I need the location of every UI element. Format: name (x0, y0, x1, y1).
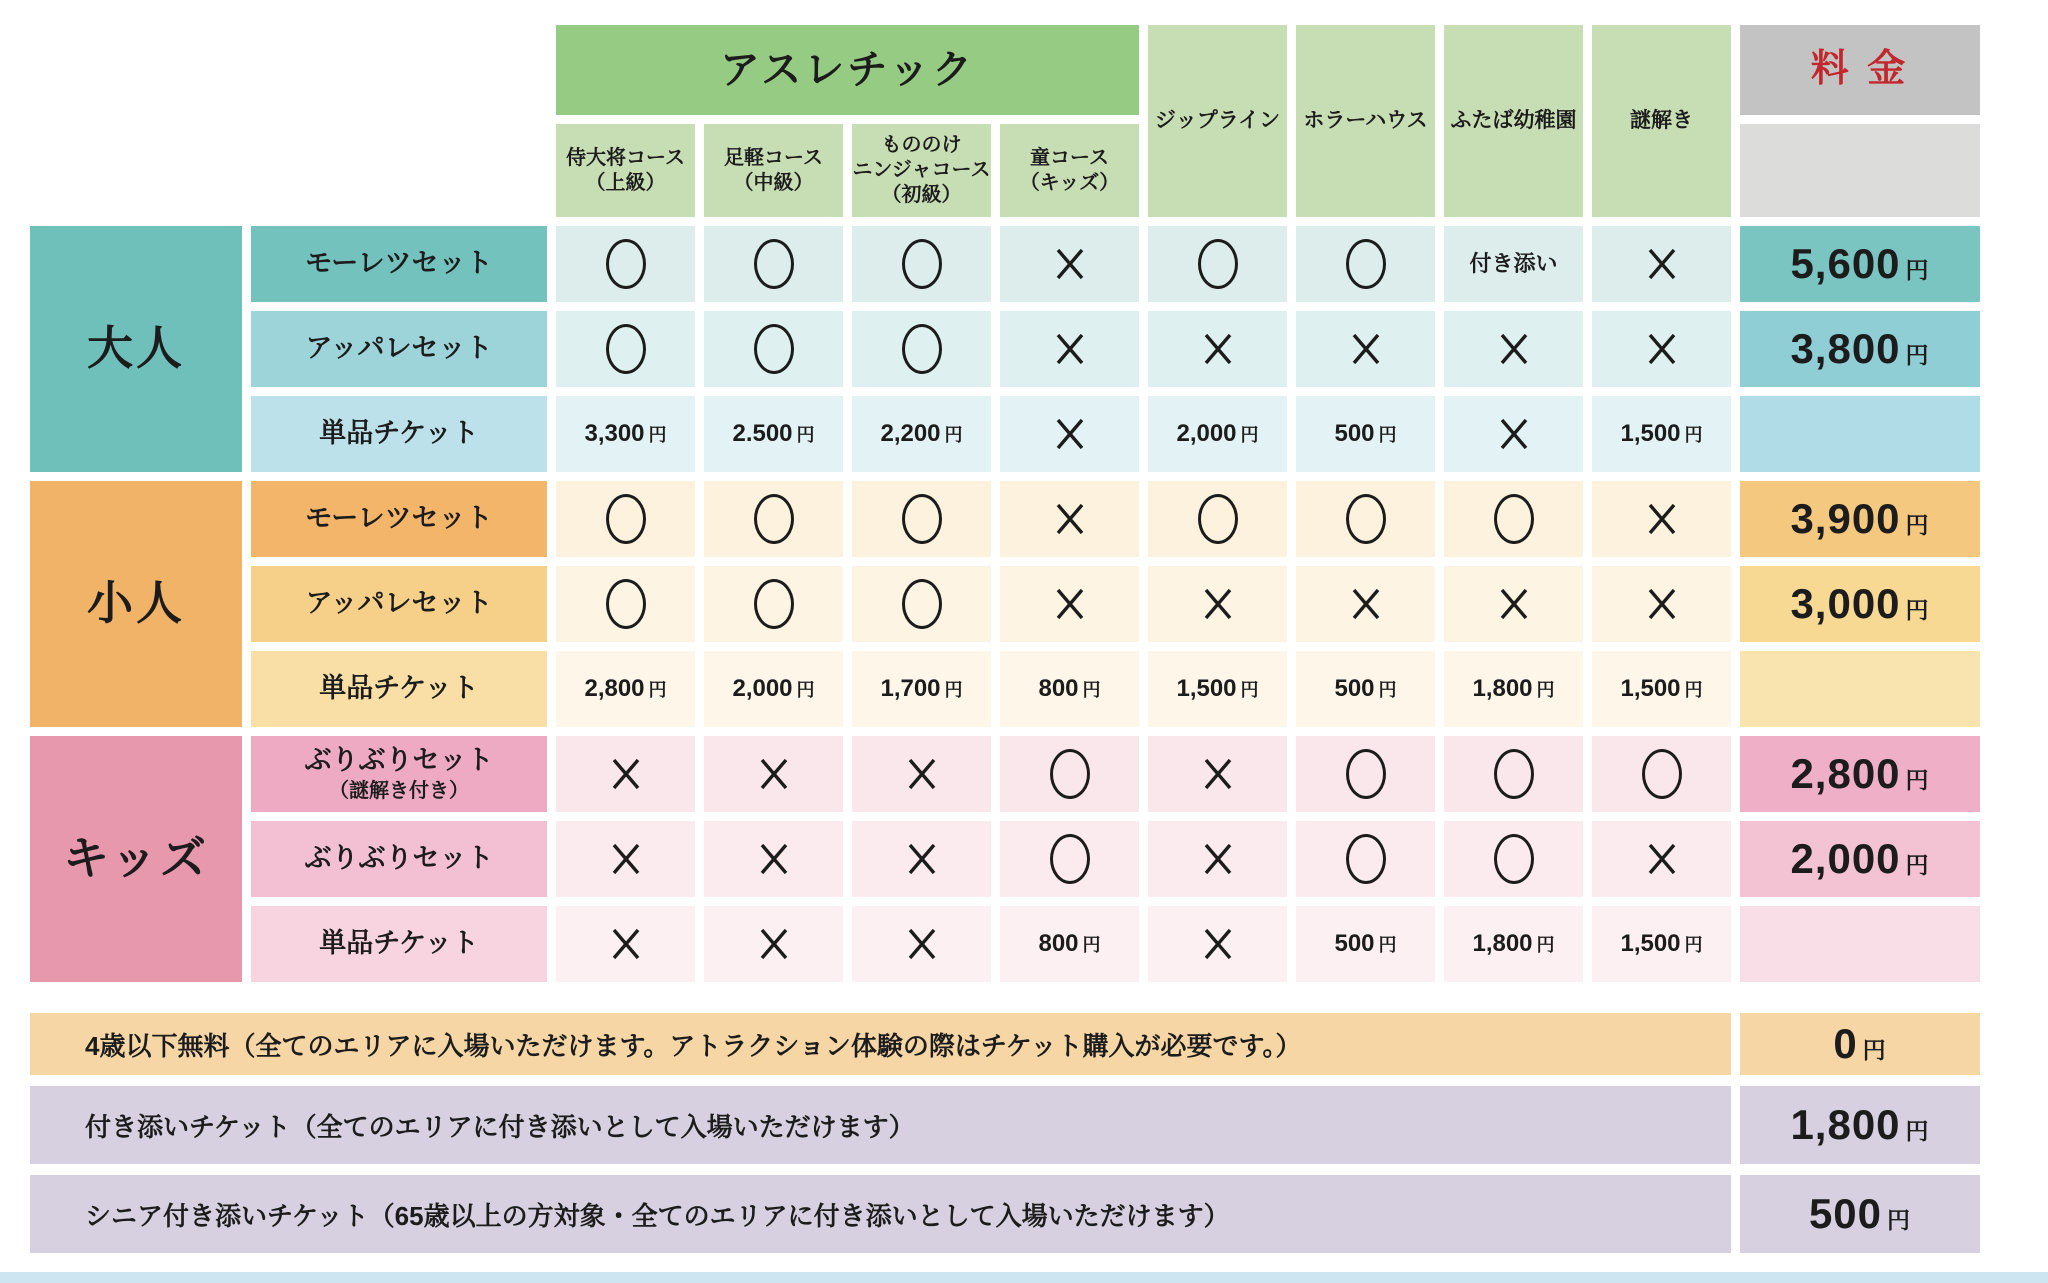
course-header (852, 124, 991, 217)
price-number: 5,600 (1790, 239, 1901, 287)
yen-suffix: 円 (1082, 935, 1101, 955)
availability-cell (1148, 481, 1287, 557)
availability-cell (1148, 396, 1287, 472)
price-number: 500 (1334, 420, 1375, 447)
availability-cell (1296, 481, 1435, 557)
price-value (1790, 748, 1929, 801)
yen-suffix: 円 (1378, 935, 1397, 955)
availability-cell (852, 651, 991, 727)
row-label-line: アッパレセット (305, 588, 493, 619)
availability-cell (1148, 821, 1287, 897)
course-header-line: もののけ (881, 134, 962, 156)
availability-cell (1444, 481, 1583, 557)
note-text: 付き添いチケット（全てのエリアに付き添いとして入場いただけます） (30, 1086, 1731, 1164)
availability-cell (1000, 821, 1139, 897)
availability-cell (704, 226, 843, 302)
cross-mark (1646, 500, 1678, 538)
row-label-line: モーレツセット (305, 248, 493, 279)
cross-mark (906, 840, 938, 878)
price-value (1790, 493, 1929, 546)
note-text: シニア付き添いチケット（65歳以上の方対象・全てのエリアに付き添いとして入場いただけます） (30, 1175, 1731, 1253)
circle-mark (1494, 834, 1534, 884)
row-label-line: 単品チケット (319, 928, 479, 959)
availability-cell (1000, 226, 1139, 302)
availability-cell (1592, 226, 1731, 302)
yen-suffix: 円 (1905, 766, 1930, 793)
yen-suffix: 円 (944, 680, 963, 700)
price-number: 0 (1833, 1020, 1858, 1067)
yen-suffix: 円 (1684, 680, 1703, 700)
price-value (1038, 674, 1100, 704)
athletic-group-header: アスレチック (556, 25, 1139, 115)
cell-note-text: 付き添い (1469, 251, 1558, 277)
circle-mark (606, 494, 646, 544)
yen-suffix: 円 (1905, 511, 1930, 538)
row-label (251, 651, 547, 727)
group-label-child: 小人 (30, 481, 242, 727)
yen-suffix: 円 (1684, 935, 1703, 955)
availability-cell (704, 906, 843, 982)
yen-suffix: 円 (796, 680, 815, 700)
cross-mark (758, 840, 790, 878)
cross-mark (1054, 245, 1086, 283)
price-value (1620, 419, 1702, 449)
note-price (1740, 1086, 1980, 1164)
price-number: 800 (1038, 930, 1079, 957)
cross-mark (1054, 415, 1086, 453)
price-cell (1740, 226, 1980, 302)
availability-cell (704, 396, 843, 472)
availability-cell (556, 906, 695, 982)
course-header-line: 足軽コース (724, 146, 823, 169)
price-value (1790, 323, 1929, 376)
availability-cell (1444, 226, 1583, 302)
availability-cell (1592, 821, 1731, 897)
price-cell (1740, 821, 1980, 897)
price-cell (1740, 906, 1980, 982)
price-number: 3,000 (1790, 579, 1901, 627)
yen-suffix: 円 (1536, 680, 1555, 700)
availability-cell (704, 311, 843, 387)
row-label-line: アッパレセット (305, 333, 493, 364)
row-label-line: 単品チケット (319, 418, 479, 449)
circle-mark (1198, 239, 1238, 289)
availability-cell (1296, 311, 1435, 387)
cross-mark (1202, 585, 1234, 623)
availability-cell (852, 821, 991, 897)
course-header-line: ニンジャコース (852, 159, 991, 181)
price-value (584, 419, 666, 449)
availability-cell (1000, 481, 1139, 557)
price-number: 2,800 (1790, 749, 1901, 797)
circle-mark (754, 494, 794, 544)
circle-mark (1346, 749, 1386, 799)
availability-cell (1444, 736, 1583, 812)
cross-mark (1646, 245, 1678, 283)
price-value (1620, 674, 1702, 704)
row-label (251, 226, 547, 302)
price-value (1790, 238, 1929, 291)
course-header-line: （初級） (881, 184, 962, 206)
course-header-line: （中級） (733, 171, 814, 194)
cross-mark (1350, 330, 1382, 368)
availability-cell (704, 481, 843, 557)
availability-cell (852, 311, 991, 387)
row-label-line: ぶりぶりセット (304, 744, 494, 775)
availability-cell (1444, 906, 1583, 982)
footer-strip (0, 1272, 2048, 1283)
cross-mark (1646, 840, 1678, 878)
pricing-table (30, 25, 1980, 982)
cross-mark (1646, 330, 1678, 368)
availability-cell (556, 311, 695, 387)
yen-suffix: 円 (648, 425, 667, 445)
availability-cell (852, 566, 991, 642)
cross-mark (1054, 500, 1086, 538)
row-label-line: ぶりぶりセット (304, 843, 494, 874)
availability-cell (1296, 651, 1435, 727)
availability-cell (1444, 821, 1583, 897)
availability-cell (1444, 651, 1583, 727)
availability-cell (1000, 311, 1139, 387)
yen-suffix: 円 (796, 425, 815, 445)
availability-cell (1444, 311, 1583, 387)
cross-mark (906, 755, 938, 793)
circle-mark (606, 239, 646, 289)
availability-cell (1296, 736, 1435, 812)
yen-suffix: 円 (1905, 1118, 1930, 1144)
yen-suffix: 円 (1905, 341, 1930, 368)
row-label-line: モーレツセット (305, 503, 493, 534)
circle-mark (1494, 749, 1534, 799)
availability-cell (1148, 226, 1287, 302)
row-label (251, 311, 547, 387)
price-number: 2,000 (1790, 834, 1901, 882)
attraction-header: 謎解き (1592, 25, 1731, 217)
availability-cell (852, 481, 991, 557)
availability-cell (556, 396, 695, 472)
availability-cell (1296, 906, 1435, 982)
availability-cell (1000, 396, 1139, 472)
yen-suffix: 円 (1240, 425, 1259, 445)
row-label (251, 906, 547, 982)
yen-suffix: 円 (648, 680, 667, 700)
yen-suffix: 円 (1862, 1037, 1887, 1063)
price-value (732, 419, 814, 449)
availability-cell (704, 566, 843, 642)
price-value (880, 674, 962, 704)
cross-mark (1350, 585, 1382, 623)
price-value (1790, 1101, 1929, 1149)
price-value (880, 419, 962, 449)
price-number: 800 (1038, 675, 1079, 702)
circle-mark (1198, 494, 1238, 544)
price-value (1176, 674, 1258, 704)
circle-mark (606, 324, 646, 374)
price-value (1472, 674, 1554, 704)
circle-mark (1050, 749, 1090, 799)
availability-cell (1000, 566, 1139, 642)
availability-cell (1592, 651, 1731, 727)
price-number: 1,800 (1472, 930, 1533, 957)
price-number: 2,200 (880, 420, 941, 447)
attraction-header: ふたば幼稚園 (1444, 25, 1583, 217)
circle-mark (1346, 834, 1386, 884)
availability-cell (556, 566, 695, 642)
row-label-line: （謎解き付き） (329, 780, 469, 803)
yen-suffix: 円 (1082, 680, 1101, 700)
circle-mark (902, 324, 942, 374)
availability-cell (1148, 906, 1287, 982)
price-value (1334, 419, 1396, 449)
cross-mark (1054, 330, 1086, 368)
price-value (1833, 1020, 1886, 1068)
availability-cell (1592, 396, 1731, 472)
yen-suffix: 円 (944, 425, 963, 445)
cross-mark (1202, 925, 1234, 963)
price-number: 2,000 (732, 675, 793, 702)
yen-suffix: 円 (1905, 596, 1930, 623)
circle-mark (902, 494, 942, 544)
availability-cell (1592, 481, 1731, 557)
cross-mark (1202, 330, 1234, 368)
cross-mark (1202, 840, 1234, 878)
availability-cell (1592, 906, 1731, 982)
row-label (251, 481, 547, 557)
availability-cell (1592, 736, 1731, 812)
price-number: 2,000 (1176, 420, 1237, 447)
price-cell (1740, 651, 1980, 727)
cross-mark (758, 755, 790, 793)
availability-cell (704, 651, 843, 727)
price-number: 3,800 (1790, 324, 1901, 372)
row-label-line: 単品チケット (319, 673, 479, 704)
price-number: 500 (1334, 930, 1375, 957)
yen-suffix: 円 (1240, 680, 1259, 700)
course-header-line: 侍大将コース (566, 146, 685, 169)
availability-cell (556, 226, 695, 302)
row-label (251, 396, 547, 472)
availability-cell (704, 736, 843, 812)
price-value (1620, 929, 1702, 959)
circle-mark (1346, 494, 1386, 544)
course-header (556, 124, 695, 217)
yen-suffix: 円 (1536, 935, 1555, 955)
yen-suffix: 円 (1378, 425, 1397, 445)
course-header-line: （キッズ） (1019, 171, 1120, 194)
price-value (1809, 1190, 1911, 1238)
yen-suffix: 円 (1684, 425, 1703, 445)
availability-cell (556, 821, 695, 897)
circle-mark (1642, 749, 1682, 799)
circle-mark (1050, 834, 1090, 884)
availability-cell (1000, 906, 1139, 982)
price-number: 1,500 (1620, 930, 1681, 957)
price-value (732, 674, 814, 704)
availability-cell (852, 226, 991, 302)
note-price (1740, 1013, 1980, 1075)
price-number: 1,700 (880, 675, 941, 702)
price-number: 500 (1334, 675, 1375, 702)
availability-cell (1148, 736, 1287, 812)
cross-mark (610, 925, 642, 963)
yen-suffix: 円 (1378, 680, 1397, 700)
price-cell (1740, 396, 1980, 472)
price-number: 1,800 (1472, 675, 1533, 702)
price-number: 3,900 (1790, 494, 1901, 542)
course-header (1000, 124, 1139, 217)
price-cell (1740, 311, 1980, 387)
circle-mark (754, 579, 794, 629)
price-value (1790, 833, 1929, 886)
price-cell (1740, 736, 1980, 812)
price-number: 3,300 (584, 420, 645, 447)
circle-mark (1494, 494, 1534, 544)
cross-mark (610, 755, 642, 793)
availability-cell (1148, 651, 1287, 727)
row-label (251, 821, 547, 897)
cross-mark (1202, 755, 1234, 793)
cross-mark (1498, 585, 1530, 623)
attraction-header: ジップライン (1148, 25, 1287, 217)
availability-cell (852, 906, 991, 982)
availability-cell (1296, 566, 1435, 642)
price-value (1334, 929, 1396, 959)
availability-cell (556, 736, 695, 812)
price-number: 2,800 (584, 675, 645, 702)
availability-cell (1000, 651, 1139, 727)
availability-cell (556, 481, 695, 557)
availability-cell (1444, 396, 1583, 472)
price-column-subheader (1740, 124, 1980, 217)
yen-suffix: 円 (1905, 851, 1930, 878)
availability-cell (1000, 736, 1139, 812)
availability-cell (1296, 226, 1435, 302)
availability-cell (852, 396, 991, 472)
group-label-adult: 大人 (30, 226, 242, 472)
availability-cell (852, 736, 991, 812)
availability-cell (556, 651, 695, 727)
cross-mark (906, 925, 938, 963)
availability-cell (1148, 566, 1287, 642)
price-value (584, 674, 666, 704)
circle-mark (902, 239, 942, 289)
price-value (1334, 674, 1396, 704)
availability-cell (1592, 566, 1731, 642)
circle-mark (754, 239, 794, 289)
row-label (251, 566, 547, 642)
price-value (1038, 929, 1100, 959)
price-cell (1740, 481, 1980, 557)
price-number: 2.500 (732, 420, 793, 447)
circle-mark (1346, 239, 1386, 289)
availability-cell (1296, 396, 1435, 472)
row-label (251, 736, 547, 812)
price-number: 1,500 (1176, 675, 1237, 702)
cross-mark (1498, 415, 1530, 453)
attraction-header: ホラーハウス (1296, 25, 1435, 217)
price-number: 1,500 (1620, 675, 1681, 702)
circle-mark (902, 579, 942, 629)
price-value (1176, 419, 1258, 449)
price-cell (1740, 566, 1980, 642)
course-header-line: （上級） (585, 171, 666, 194)
cross-mark (1646, 585, 1678, 623)
yen-suffix: 円 (1887, 1207, 1912, 1233)
note-price (1740, 1175, 1980, 1253)
cross-mark (610, 840, 642, 878)
price-value (1790, 578, 1929, 631)
price-number: 1,800 (1790, 1101, 1901, 1148)
price-column-header: 料 金 (1740, 25, 1980, 115)
availability-cell (704, 821, 843, 897)
yen-suffix: 円 (1905, 256, 1930, 283)
availability-cell (1148, 311, 1287, 387)
group-label-kids: キッズ (30, 736, 242, 982)
availability-cell (1296, 821, 1435, 897)
course-header-line: 童コース (1030, 146, 1109, 169)
course-header (704, 124, 843, 217)
price-number: 1,500 (1620, 420, 1681, 447)
circle-mark (754, 324, 794, 374)
availability-cell (1592, 311, 1731, 387)
circle-mark (606, 579, 646, 629)
availability-cell (1444, 566, 1583, 642)
cross-mark (1054, 585, 1086, 623)
note-text: 4歳以下無料（全てのエリアに入場いただけます。アトラクション体験の際はチケット購入が必要です。） (30, 1013, 1731, 1075)
notes-section (30, 1013, 1980, 1253)
price-number: 500 (1808, 1190, 1883, 1237)
cross-mark (1498, 330, 1530, 368)
cross-mark (758, 925, 790, 963)
price-value (1472, 929, 1554, 959)
